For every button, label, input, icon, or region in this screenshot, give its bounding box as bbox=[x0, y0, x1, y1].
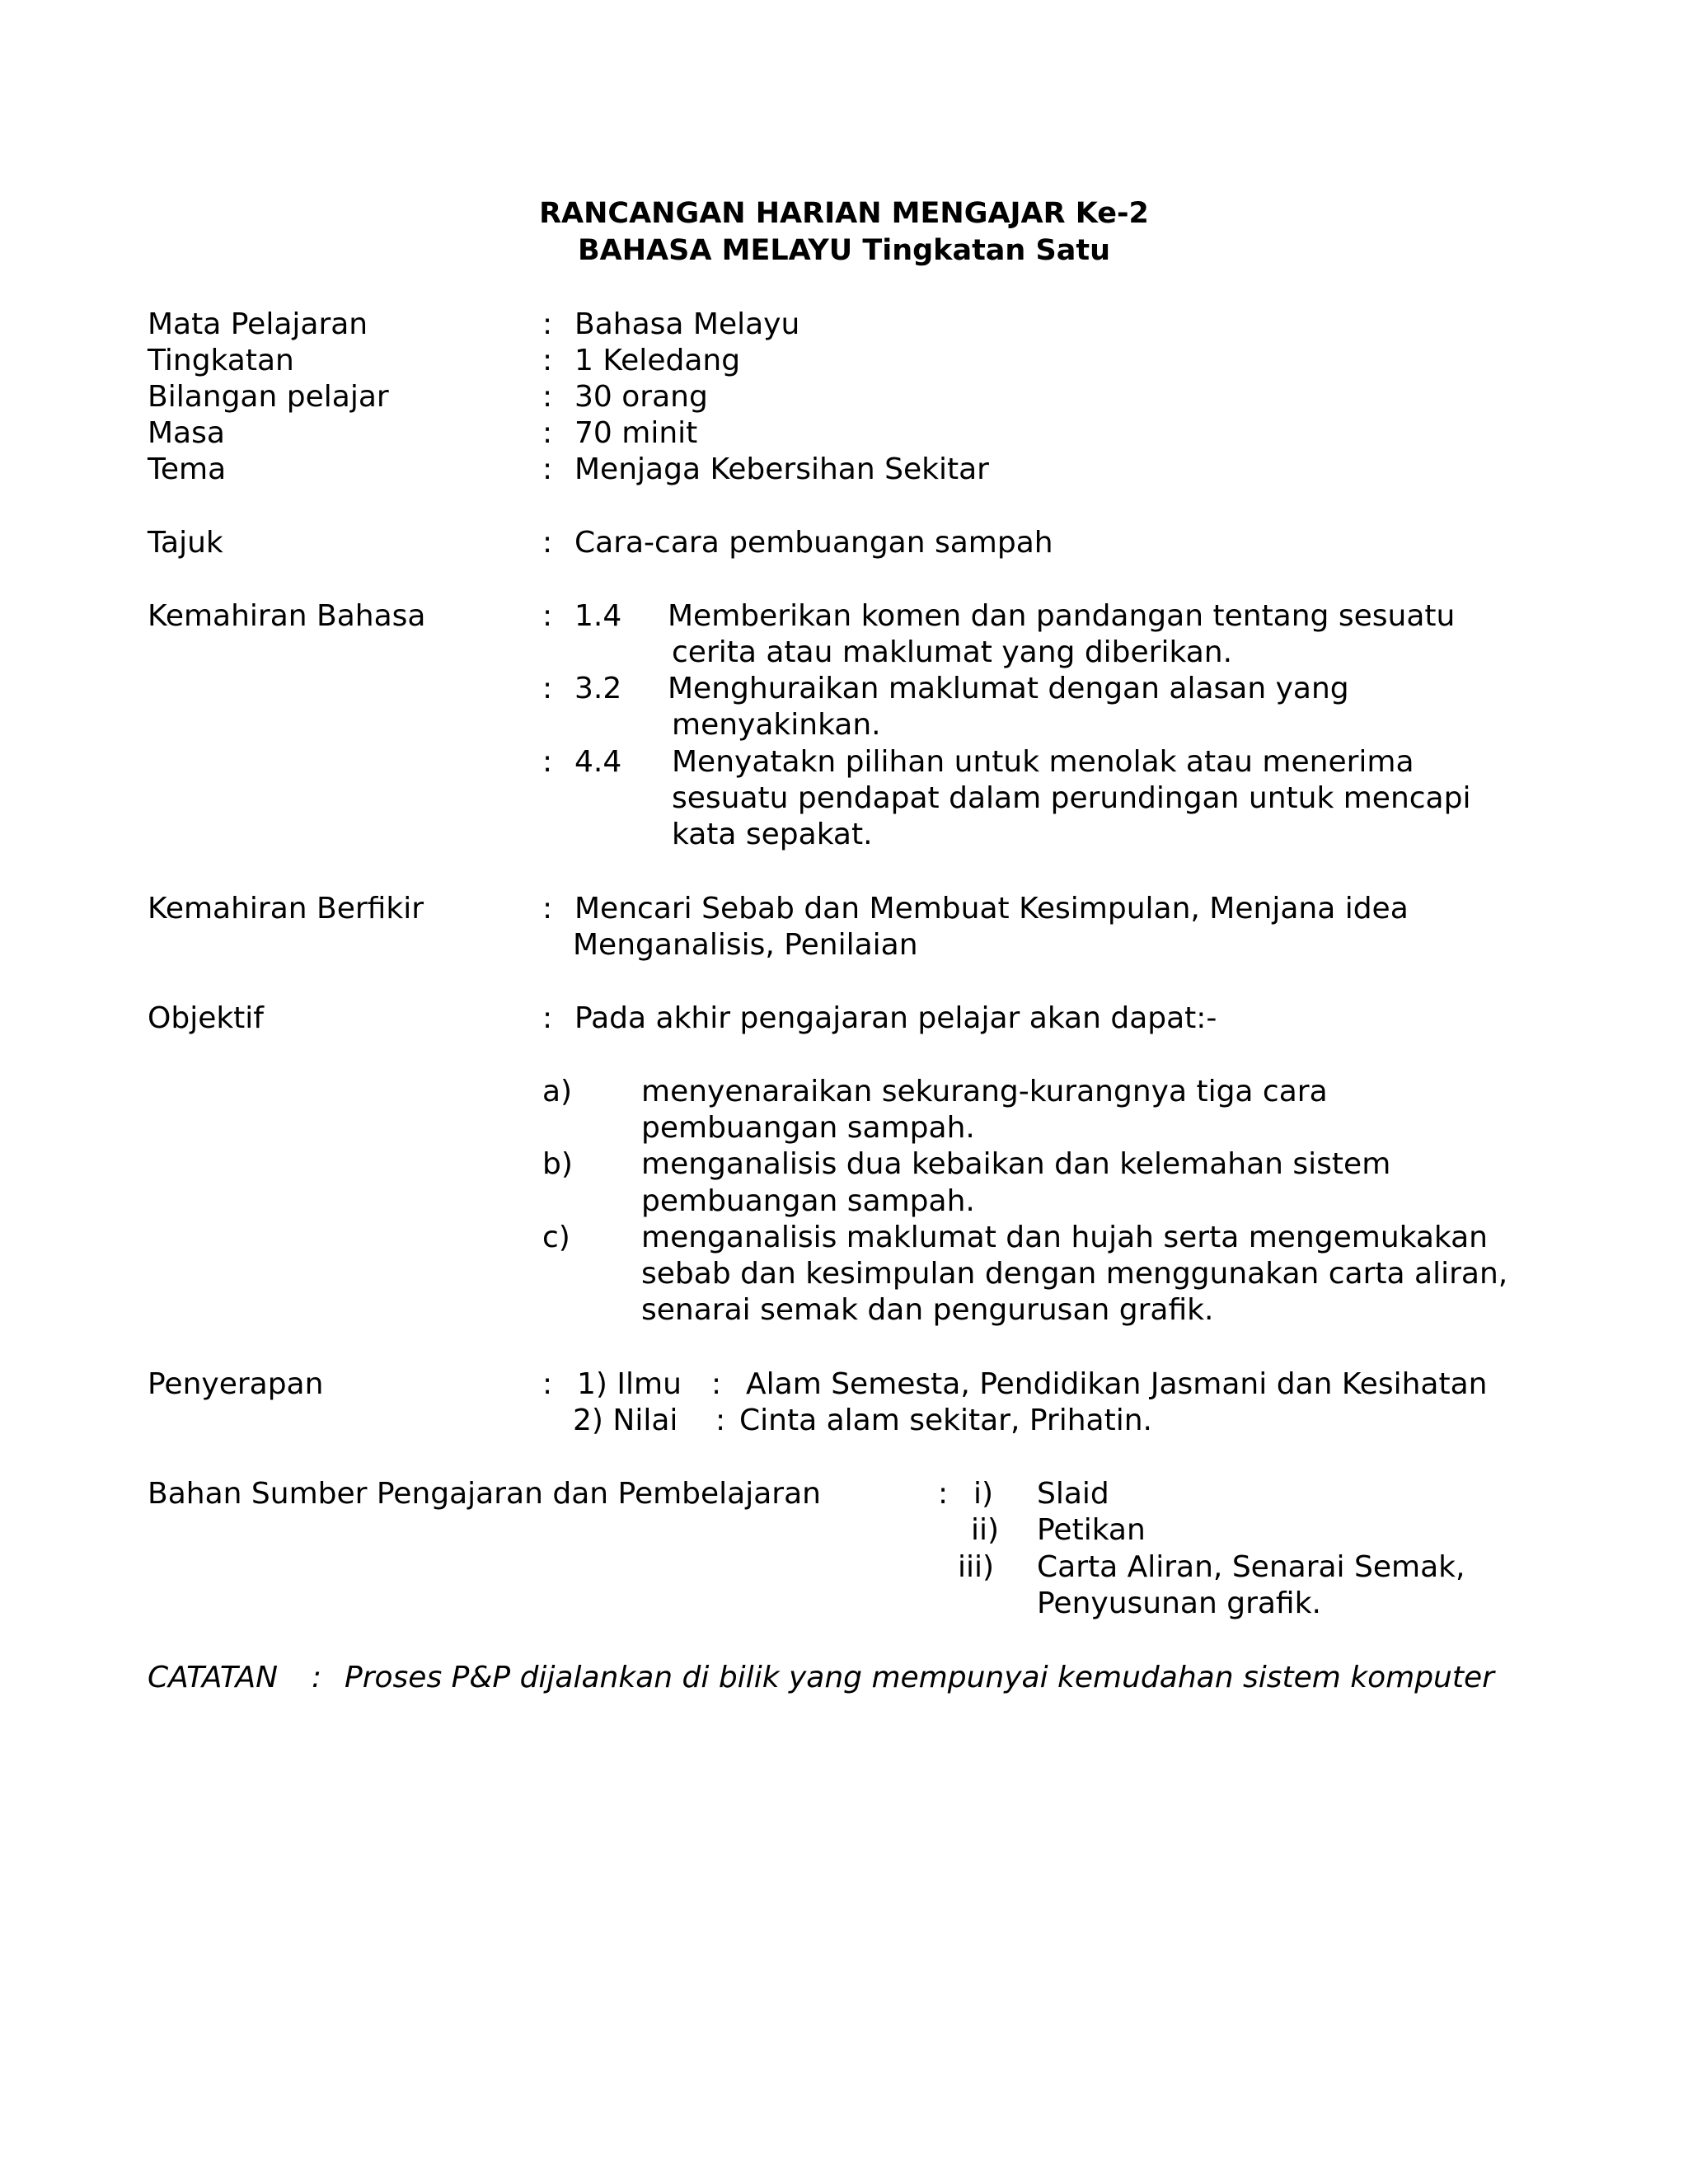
field-separator: : bbox=[542, 892, 553, 926]
section-label: Penyerapan bbox=[148, 1367, 324, 1401]
integration-separator: : bbox=[715, 1404, 726, 1437]
integration-key: 2) Nilai bbox=[573, 1404, 678, 1437]
field-separator: : bbox=[542, 526, 553, 560]
field-separator: : bbox=[542, 672, 553, 705]
resource-line: Carta Aliran, Senarai Semak, bbox=[1037, 1550, 1465, 1584]
objective-intro: Pada akhir pengajaran pelajar akan dapat:- bbox=[574, 1001, 1217, 1035]
document-subtitle: BAHASA MELAYU Tingkatan Satu bbox=[577, 234, 1110, 267]
field-separator: : bbox=[938, 1477, 949, 1511]
skill-text-line: sesuatu pendapat dalam perundingan untuk mencapi bbox=[672, 781, 1471, 815]
resource-marker: ii) bbox=[970, 1513, 999, 1547]
skill-text-line: kata sepakat. bbox=[672, 818, 873, 851]
skill-text-line: Menghuraikan maklumat dengan alasan yang bbox=[668, 672, 1349, 705]
skill-code: 3.2 bbox=[574, 672, 622, 705]
section-label: Kemahiran Bahasa bbox=[148, 599, 426, 633]
resource-line: Petikan bbox=[1037, 1513, 1146, 1547]
objective-line: pembuangan sampah. bbox=[641, 1111, 975, 1145]
section-label: Kemahiran Berfikir bbox=[148, 892, 424, 926]
field-separator: : bbox=[542, 307, 553, 341]
objective-marker: c) bbox=[542, 1221, 570, 1254]
objective-marker: a) bbox=[542, 1075, 573, 1108]
field-separator: : bbox=[542, 380, 553, 414]
skill-text-line: cerita atau maklumat yang diberikan. bbox=[672, 635, 1233, 669]
resource-line: Slaid bbox=[1037, 1477, 1109, 1511]
field-value: Cara-cara pembuangan sampah bbox=[574, 526, 1053, 560]
objective-marker: b) bbox=[542, 1147, 573, 1181]
integration-value: Alam Semesta, Pendidikan Jasmani dan Kesihatan bbox=[746, 1367, 1488, 1401]
field-separator: : bbox=[542, 745, 553, 779]
skill-text-line: Menyatakn pilihan untuk menolak atau menerima bbox=[672, 745, 1414, 779]
field-separator: : bbox=[542, 416, 553, 450]
field-label: Mata Pelajaran bbox=[148, 307, 368, 341]
note-label: CATATAN bbox=[148, 1661, 279, 1694]
objective-line: sebab dan kesimpulan dengan menggunakan carta aliran, bbox=[641, 1257, 1508, 1291]
field-separator: : bbox=[542, 344, 553, 377]
skill-code: 4.4 bbox=[574, 745, 622, 779]
field-value: 30 orang bbox=[574, 380, 708, 414]
note-separator: : bbox=[312, 1661, 322, 1694]
field-value: 70 minit bbox=[574, 416, 698, 450]
field-value: Bahasa Melayu bbox=[574, 307, 800, 341]
skill-text-line: menyakinkan. bbox=[672, 708, 881, 742]
section-label: Objektif bbox=[148, 1001, 264, 1035]
objective-line: senarai semak dan pengurusan grafik. bbox=[641, 1293, 1214, 1327]
skill-text-line: Memberikan komen dan pandangan tentang sesuatu bbox=[668, 599, 1456, 633]
thinking-skill-line: Mencari Sebab dan Membuat Kesimpulan, Menjana idea bbox=[574, 892, 1409, 926]
resource-marker: iii) bbox=[957, 1550, 994, 1584]
resource-marker: i) bbox=[973, 1477, 993, 1511]
field-label: Tema bbox=[148, 452, 227, 486]
field-separator: : bbox=[542, 599, 553, 633]
field-label: Tajuk bbox=[148, 526, 223, 560]
field-label: Bilangan pelajar bbox=[148, 380, 389, 414]
integration-separator: : bbox=[711, 1367, 722, 1401]
field-separator: : bbox=[542, 452, 553, 486]
skill-code: 1.4 bbox=[574, 599, 622, 633]
document-title: RANCANGAN HARIAN MENGAJAR Ke-2 bbox=[539, 197, 1149, 230]
note-text: Proses P&P dijalankan di bilik yang mempunyai kemudahan sistem komputer bbox=[345, 1661, 1494, 1694]
thinking-skill-line: Menganalisis, Penilaian bbox=[573, 928, 918, 962]
field-value: Menjaga Kebersihan Sekitar bbox=[574, 452, 989, 486]
integration-value: Cinta alam sekitar, Prihatin. bbox=[739, 1404, 1152, 1437]
field-label: Masa bbox=[148, 416, 225, 450]
field-separator: : bbox=[542, 1367, 553, 1401]
section-label: Bahan Sumber Pengajaran dan Pembelajaran bbox=[148, 1477, 821, 1511]
field-label: Tingkatan bbox=[148, 344, 294, 377]
integration-key: 1) Ilmu bbox=[577, 1367, 682, 1401]
field-value: 1 Keledang bbox=[574, 344, 741, 377]
resource-line: Penyusunan grafik. bbox=[1037, 1586, 1321, 1620]
objective-line: menyenaraikan sekurang-kurangnya tiga cara bbox=[641, 1075, 1328, 1108]
objective-line: menganalisis dua kebaikan dan kelemahan sistem bbox=[641, 1147, 1391, 1181]
objective-line: pembuangan sampah. bbox=[641, 1184, 975, 1218]
objective-line: menganalisis maklumat dan hujah serta mengemukakan bbox=[641, 1221, 1489, 1254]
field-separator: : bbox=[542, 1001, 553, 1035]
